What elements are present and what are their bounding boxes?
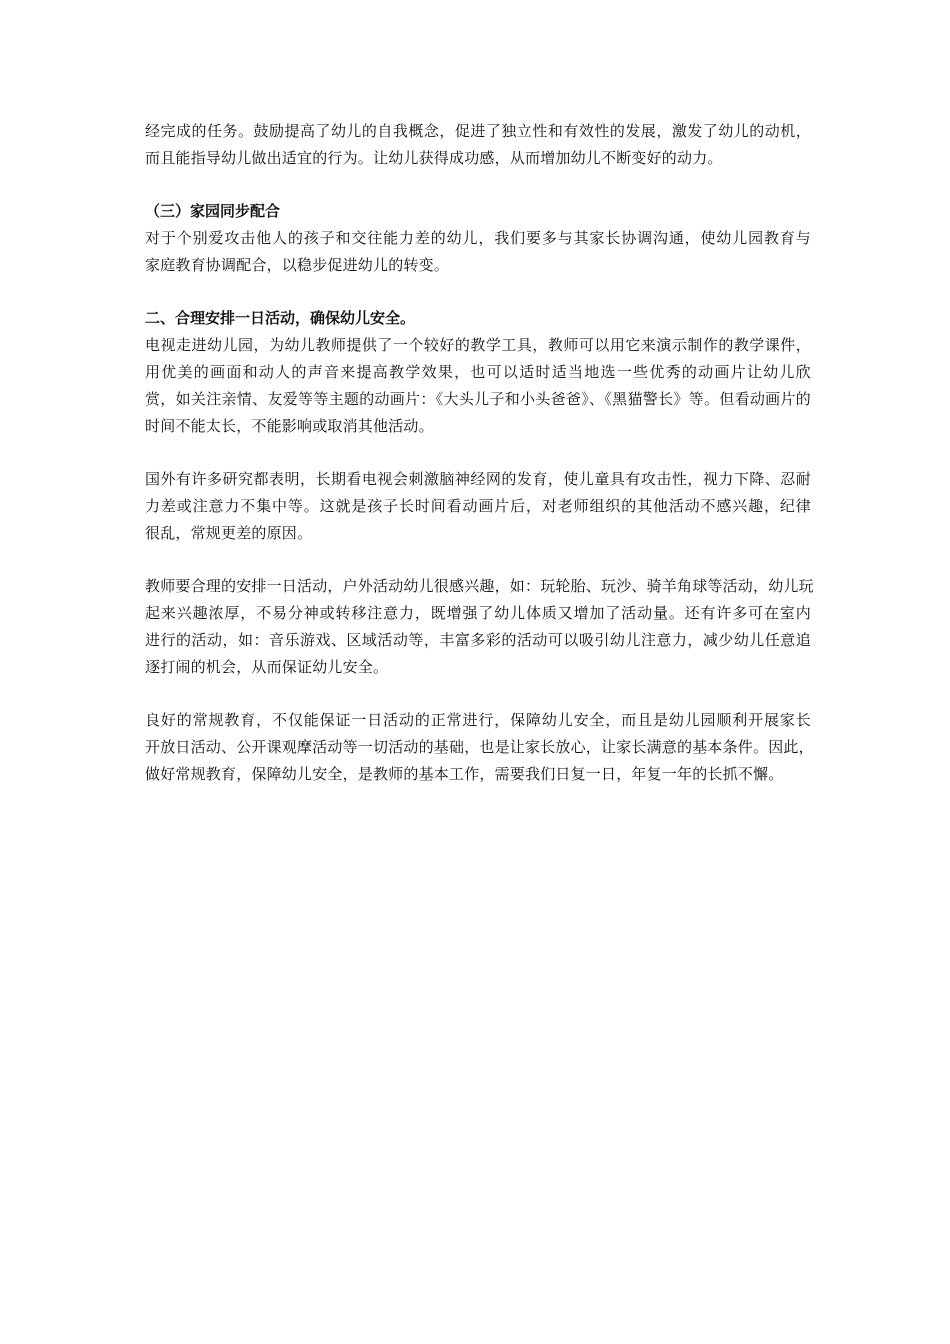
paragraph-activities [145,573,814,681]
document-page [145,118,814,814]
text-line: 用优美的画面和动人的声音来提高教学效果，也可以适时适当地选一些优秀的动画片让幼儿欣 [145,363,811,381]
text-line: 起来兴趣浓厚，不易分神或转移注意力，既增强了幼儿体质又增加了活动量。还有许多可在室内 [145,604,811,622]
text-line: 而且能指导幼儿做出适宜的行为。让幼儿获得成功感，从而增加幼儿不断变好的动力。 [145,149,723,167]
text-line: 对于个别爱攻击他人的孩子和交往能力差的幼儿，我们要多与其家长协调沟通，使幼儿园教育与 [145,229,811,247]
section-daily-activities [145,305,811,440]
text-line: 做好常规教育，保障幼儿安全，是教师的基本工作，需要我们日复一日，年复一年的长抓不懈。 [145,765,784,783]
paragraph-conclusion [145,707,814,788]
text-line: 教师要合理的安排一日活动，户外活动幼儿很感兴趣，如：玩轮胎、玩沙、骑羊角球等活动，幼儿玩 [145,577,814,595]
text-line: 良好的常规教育，不仅能保证一日活动的正常进行，保障幼儿安全，而且是幼儿园顺利开展家长 [145,711,811,729]
text-line: 经完成的任务。鼓励提高了幼儿的自我概念，促进了独立性和有效性的发展，激发了幼儿的动机， [145,122,811,140]
text-line: 电视走进幼儿园，为幼儿教师提供了一个较好的教学工具，教师可以用它来演示制作的教学课件， [145,336,811,354]
section-home-school-cooperation [145,198,811,279]
text-line: 家庭教育协调配合，以稳步促进幼儿的转变。 [145,256,450,274]
paragraph-research [145,466,811,547]
paragraph-television [145,332,811,440]
text-line: 很乱，常规更差的原因。 [145,524,313,542]
text-line: 国外有许多研究都表明，长期看电视会刺激脑神经网的发育，使儿童具有攻击性，视力下降、忍耐 [145,470,811,488]
text-line: 逐打闹的机会，从而保证幼儿安全。 [145,658,389,676]
text-line: 开放日活动、公开课观摩活动等一切活动的基础，也是让家长放心，让家长满意的基本条件。因此， [145,738,814,756]
text-line: 赏，如关注亲情、友爱等等主题的动画片：《大头儿子和小头爸爸》、《黑猫警长》等。但看动画片的 [145,390,811,408]
section-heading: （三）家园同步配合 [145,202,281,220]
paragraph-encouragement [145,118,811,172]
paragraph-home-school [145,225,811,279]
section-heading: 二、合理安排一日活动，确保幼儿安全。 [145,309,416,327]
text-line: 力差或注意力不集中等。这就是孩子长时间看动画片后，对老师组织的其他活动不感兴趣，纪律 [145,497,811,515]
text-line: 进行的活动，如：音乐游戏、区域活动等，丰富多彩的活动可以吸引幼儿注意力，减少幼儿任意追 [145,631,811,649]
text-line: 时间不能太长，不能影响或取消其他活动。 [145,417,434,435]
